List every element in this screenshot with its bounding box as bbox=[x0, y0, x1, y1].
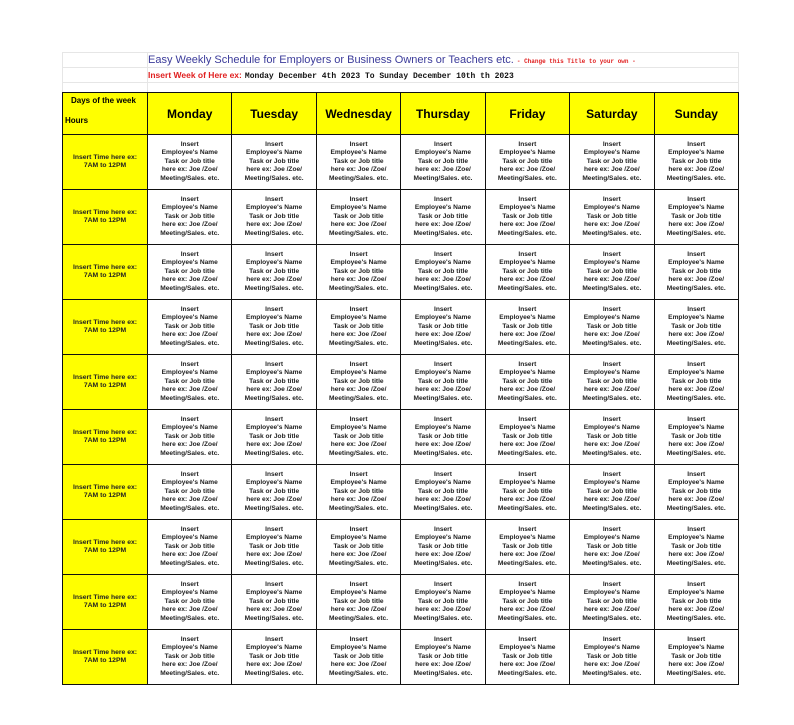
schedule-cell[interactable]: Insert Employee's Name Task or Job title here ex: Joe /Zoe/ Meeting/Sales. etc. bbox=[485, 575, 569, 630]
schedule-cell[interactable]: Insert Employee's Name Task or Job title here ex: Joe /Zoe/ Meeting/Sales. etc. bbox=[401, 300, 485, 355]
schedule-cell[interactable]: Insert Employee's Name Task or Job title here ex: Joe /Zoe/ Meeting/Sales. etc. bbox=[401, 520, 485, 575]
time-cell[interactable]: Insert Time here ex: 7AM to 12PM bbox=[63, 465, 148, 520]
schedule-cell[interactable]: Insert Employee's Name Task or Job title here ex: Joe /Zoe/ Meeting/Sales. etc. bbox=[401, 410, 485, 465]
schedule-cell[interactable]: Insert Employee's Name Task or Job title here ex: Joe /Zoe/ Meeting/Sales. etc. bbox=[232, 355, 316, 410]
schedule-cell[interactable]: Insert Employee's Name Task or Job title here ex: Joe /Zoe/ Meeting/Sales. etc. bbox=[654, 190, 738, 245]
schedule-cell[interactable]: Insert Employee's Name Task or Job title here ex: Joe /Zoe/ Meeting/Sales. etc. bbox=[316, 575, 400, 630]
table-row bbox=[63, 300, 739, 355]
schedule-cell[interactable]: Insert Employee's Name Task or Job title here ex: Joe /Zoe/ Meeting/Sales. etc. bbox=[232, 300, 316, 355]
schedule-cell[interactable]: Insert Employee's Name Task or Job title here ex: Joe /Zoe/ Meeting/Sales. etc. bbox=[654, 410, 738, 465]
table-row bbox=[63, 135, 739, 190]
table-row bbox=[63, 190, 739, 245]
schedule-cell[interactable]: Insert Employee's Name Task or Job title here ex: Joe /Zoe/ Meeting/Sales. etc. bbox=[485, 300, 569, 355]
schedule-cell[interactable]: Insert Employee's Name Task or Job title here ex: Joe /Zoe/ Meeting/Sales. etc. bbox=[570, 355, 654, 410]
schedule-cell[interactable]: Insert Employee's Name Task or Job title here ex: Joe /Zoe/ Meeting/Sales. etc. bbox=[148, 190, 232, 245]
schedule-cell[interactable]: Insert Employee's Name Task or Job title here ex: Joe /Zoe/ Meeting/Sales. etc. bbox=[570, 575, 654, 630]
schedule-cell[interactable]: Insert Employee's Name Task or Job title here ex: Joe /Zoe/ Meeting/Sales. etc. bbox=[401, 575, 485, 630]
schedule-cell[interactable]: Insert Employee's Name Task or Job title here ex: Joe /Zoe/ Meeting/Sales. etc. bbox=[570, 630, 654, 685]
schedule-cell[interactable]: Insert Employee's Name Task or Job title here ex: Joe /Zoe/ Meeting/Sales. etc. bbox=[232, 520, 316, 575]
day-header-wednesday: Wednesday bbox=[316, 93, 400, 135]
day-header-friday: Friday bbox=[485, 93, 569, 135]
schedule-cell[interactable]: Insert Employee's Name Task or Job title here ex: Joe /Zoe/ Meeting/Sales. etc. bbox=[316, 520, 400, 575]
schedule-cell[interactable]: Insert Employee's Name Task or Job title here ex: Joe /Zoe/ Meeting/Sales. etc. bbox=[316, 355, 400, 410]
schedule-cell[interactable]: Insert Employee's Name Task or Job title here ex: Joe /Zoe/ Meeting/Sales. etc. bbox=[232, 575, 316, 630]
time-cell[interactable]: Insert Time here ex: 7AM to 12PM bbox=[63, 575, 148, 630]
table-row bbox=[63, 355, 739, 410]
schedule-cell[interactable]: Insert Employee's Name Task or Job title here ex: Joe /Zoe/ Meeting/Sales. etc. bbox=[316, 245, 400, 300]
schedule-cell[interactable]: Insert Employee's Name Task or Job title here ex: Joe /Zoe/ Meeting/Sales. etc. bbox=[232, 245, 316, 300]
time-cell[interactable]: Insert Time here ex: 7AM to 12PM bbox=[63, 630, 148, 685]
time-cell[interactable]: Insert Time here ex: 7AM to 12PM bbox=[63, 355, 148, 410]
schedule-cell[interactable]: Insert Employee's Name Task or Job title here ex: Joe /Zoe/ Meeting/Sales. etc. bbox=[148, 410, 232, 465]
schedule-cell[interactable]: Insert Employee's Name Task or Job title here ex: Joe /Zoe/ Meeting/Sales. etc. bbox=[654, 135, 738, 190]
hours-label: Hours bbox=[65, 116, 89, 125]
schedule-cell[interactable]: Insert Employee's Name Task or Job title here ex: Joe /Zoe/ Meeting/Sales. etc. bbox=[148, 245, 232, 300]
schedule-cell[interactable]: Insert Employee's Name Task or Job title here ex: Joe /Zoe/ Meeting/Sales. etc. bbox=[401, 355, 485, 410]
time-cell[interactable]: Insert Time here ex: 7AM to 12PM bbox=[63, 135, 148, 190]
day-header-sunday: Sunday bbox=[654, 93, 738, 135]
time-cell[interactable]: Insert Time here ex: 7AM to 12PM bbox=[63, 245, 148, 300]
schedule-cell[interactable]: Insert Employee's Name Task or Job title here ex: Joe /Zoe/ Meeting/Sales. etc. bbox=[485, 465, 569, 520]
schedule-cell[interactable]: Insert Employee's Name Task or Job title here ex: Joe /Zoe/ Meeting/Sales. etc. bbox=[654, 520, 738, 575]
schedule-cell[interactable]: Insert Employee's Name Task or Job title here ex: Joe /Zoe/ Meeting/Sales. etc. bbox=[316, 465, 400, 520]
schedule-cell[interactable]: Insert Employee's Name Task or Job title here ex: Joe /Zoe/ Meeting/Sales. etc. bbox=[232, 135, 316, 190]
schedule-cell[interactable]: Insert Employee's Name Task or Job title here ex: Joe /Zoe/ Meeting/Sales. etc. bbox=[570, 190, 654, 245]
table-row bbox=[63, 575, 739, 630]
schedule-cell[interactable]: Insert Employee's Name Task or Job title here ex: Joe /Zoe/ Meeting/Sales. etc. bbox=[148, 520, 232, 575]
schedule-cell[interactable]: Insert Employee's Name Task or Job title here ex: Joe /Zoe/ Meeting/Sales. etc. bbox=[148, 355, 232, 410]
title-note: - Change this Title to your own - bbox=[516, 58, 636, 65]
schedule-cell[interactable]: Insert Employee's Name Task or Job title here ex: Joe /Zoe/ Meeting/Sales. etc. bbox=[232, 630, 316, 685]
schedule-cell[interactable]: Insert Employee's Name Task or Job title here ex: Joe /Zoe/ Meeting/Sales. etc. bbox=[570, 245, 654, 300]
day-header-thursday: Thursday bbox=[401, 93, 485, 135]
schedule-cell[interactable]: Insert Employee's Name Task or Job title here ex: Joe /Zoe/ Meeting/Sales. etc. bbox=[316, 410, 400, 465]
schedule-cell[interactable]: Insert Employee's Name Task or Job title here ex: Joe /Zoe/ Meeting/Sales. etc. bbox=[148, 575, 232, 630]
day-header-monday: Monday bbox=[148, 93, 232, 135]
schedule-cell[interactable]: Insert Employee's Name Task or Job title here ex: Joe /Zoe/ Meeting/Sales. etc. bbox=[654, 630, 738, 685]
day-header-tuesday: Tuesday bbox=[232, 93, 316, 135]
schedule-cell[interactable]: Insert Employee's Name Task or Job title here ex: Joe /Zoe/ Meeting/Sales. etc. bbox=[654, 355, 738, 410]
schedule-cell[interactable]: Insert Employee's Name Task or Job title here ex: Joe /Zoe/ Meeting/Sales. etc. bbox=[485, 190, 569, 245]
schedule-cell[interactable]: Insert Employee's Name Task or Job title here ex: Joe /Zoe/ Meeting/Sales. etc. bbox=[316, 630, 400, 685]
table-row bbox=[63, 630, 739, 685]
schedule-cell[interactable]: Insert Employee's Name Task or Job title here ex: Joe /Zoe/ Meeting/Sales. etc. bbox=[316, 135, 400, 190]
schedule-cell[interactable]: Insert Employee's Name Task or Job title here ex: Joe /Zoe/ Meeting/Sales. etc. bbox=[316, 300, 400, 355]
schedule-cell[interactable]: Insert Employee's Name Task or Job title here ex: Joe /Zoe/ Meeting/Sales. etc. bbox=[570, 520, 654, 575]
schedule-cell[interactable]: Insert Employee's Name Task or Job title here ex: Joe /Zoe/ Meeting/Sales. etc. bbox=[485, 135, 569, 190]
schedule-cell[interactable]: Insert Employee's Name Task or Job title here ex: Joe /Zoe/ Meeting/Sales. etc. bbox=[148, 300, 232, 355]
schedule-cell[interactable]: Insert Employee's Name Task or Job title here ex: Joe /Zoe/ Meeting/Sales. etc. bbox=[485, 410, 569, 465]
schedule-cell[interactable]: Insert Employee's Name Task or Job title here ex: Joe /Zoe/ Meeting/Sales. etc. bbox=[148, 465, 232, 520]
time-cell[interactable]: Insert Time here ex: 7AM to 12PM bbox=[63, 410, 148, 465]
schedule-cell[interactable]: Insert Employee's Name Task or Job title here ex: Joe /Zoe/ Meeting/Sales. etc. bbox=[148, 135, 232, 190]
schedule-cell[interactable]: Insert Employee's Name Task or Job title here ex: Joe /Zoe/ Meeting/Sales. etc. bbox=[232, 410, 316, 465]
table-row bbox=[63, 245, 739, 300]
schedule-cell[interactable]: Insert Employee's Name Task or Job title here ex: Joe /Zoe/ Meeting/Sales. etc. bbox=[570, 465, 654, 520]
day-header-saturday: Saturday bbox=[570, 93, 654, 135]
schedule-cell[interactable]: Insert Employee's Name Task or Job title here ex: Joe /Zoe/ Meeting/Sales. etc. bbox=[401, 135, 485, 190]
schedule-cell[interactable]: Insert Employee's Name Task or Job title here ex: Joe /Zoe/ Meeting/Sales. etc. bbox=[570, 300, 654, 355]
time-cell[interactable]: Insert Time here ex: 7AM to 12PM bbox=[63, 520, 148, 575]
schedule-cell[interactable]: Insert Employee's Name Task or Job title here ex: Joe /Zoe/ Meeting/Sales. etc. bbox=[485, 355, 569, 410]
schedule-cell[interactable]: Insert Employee's Name Task or Job title here ex: Joe /Zoe/ Meeting/Sales. etc. bbox=[570, 410, 654, 465]
table-row bbox=[63, 465, 739, 520]
table-row bbox=[63, 520, 739, 575]
schedule-cell[interactable]: Insert Employee's Name Task or Job title here ex: Joe /Zoe/ Meeting/Sales. etc. bbox=[485, 245, 569, 300]
schedule-cell[interactable]: Insert Employee's Name Task or Job title here ex: Joe /Zoe/ Meeting/Sales. etc. bbox=[570, 135, 654, 190]
schedule-cell[interactable]: Insert Employee's Name Task or Job title here ex: Joe /Zoe/ Meeting/Sales. etc. bbox=[654, 300, 738, 355]
schedule-title[interactable]: Easy Weekly Schedule for Employers or Business Owners or Teachers etc. - Change this Title to your own - bbox=[148, 53, 739, 68]
schedule-cell[interactable]: Insert Employee's Name Task or Job title here ex: Joe /Zoe/ Meeting/Sales. etc. bbox=[401, 245, 485, 300]
schedule-cell[interactable]: Insert Employee's Name Task or Job title here ex: Joe /Zoe/ Meeting/Sales. etc. bbox=[654, 245, 738, 300]
schedule-cell[interactable]: Insert Employee's Name Task or Job title here ex: Joe /Zoe/ Meeting/Sales. etc. bbox=[401, 630, 485, 685]
schedule-cell[interactable]: Insert Employee's Name Task or Job title here ex: Joe /Zoe/ Meeting/Sales. etc. bbox=[148, 630, 232, 685]
table-row bbox=[63, 410, 739, 465]
schedule-cell[interactable]: Insert Employee's Name Task or Job title here ex: Joe /Zoe/ Meeting/Sales. etc. bbox=[316, 190, 400, 245]
schedule-cell[interactable]: Insert Employee's Name Task or Job title here ex: Joe /Zoe/ Meeting/Sales. etc. bbox=[401, 465, 485, 520]
time-cell[interactable]: Insert Time here ex: 7AM to 12PM bbox=[63, 190, 148, 245]
schedule-cell[interactable]: Insert Employee's Name Task or Job title here ex: Joe /Zoe/ Meeting/Sales. etc. bbox=[654, 575, 738, 630]
schedule-cell[interactable]: Insert Employee's Name Task or Job title here ex: Joe /Zoe/ Meeting/Sales. etc. bbox=[485, 520, 569, 575]
schedule-cell[interactable]: Insert Employee's Name Task or Job title here ex: Joe /Zoe/ Meeting/Sales. etc. bbox=[654, 465, 738, 520]
week-value: Monday December 4th 2023 To Sunday December 10th th 2023 bbox=[244, 72, 514, 81]
week-label: Insert Week of Here ex: bbox=[148, 70, 242, 80]
days-label: Days of the week bbox=[71, 96, 136, 105]
week-row[interactable] bbox=[148, 68, 739, 83]
schedule-cell[interactable]: Insert Employee's Name Task or Job title here ex: Joe /Zoe/ Meeting/Sales. etc. bbox=[232, 190, 316, 245]
schedule-cell[interactable]: Insert Employee's Name Task or Job title here ex: Joe /Zoe/ Meeting/Sales. etc. bbox=[485, 630, 569, 685]
schedule-cell[interactable]: Insert Employee's Name Task or Job title here ex: Joe /Zoe/ Meeting/Sales. etc. bbox=[401, 190, 485, 245]
schedule-table bbox=[62, 92, 739, 685]
time-cell[interactable]: Insert Time here ex: 7AM to 12PM bbox=[63, 300, 148, 355]
corner-cell bbox=[63, 93, 148, 135]
schedule-cell[interactable]: Insert Employee's Name Task or Job title here ex: Joe /Zoe/ Meeting/Sales. etc. bbox=[232, 465, 316, 520]
